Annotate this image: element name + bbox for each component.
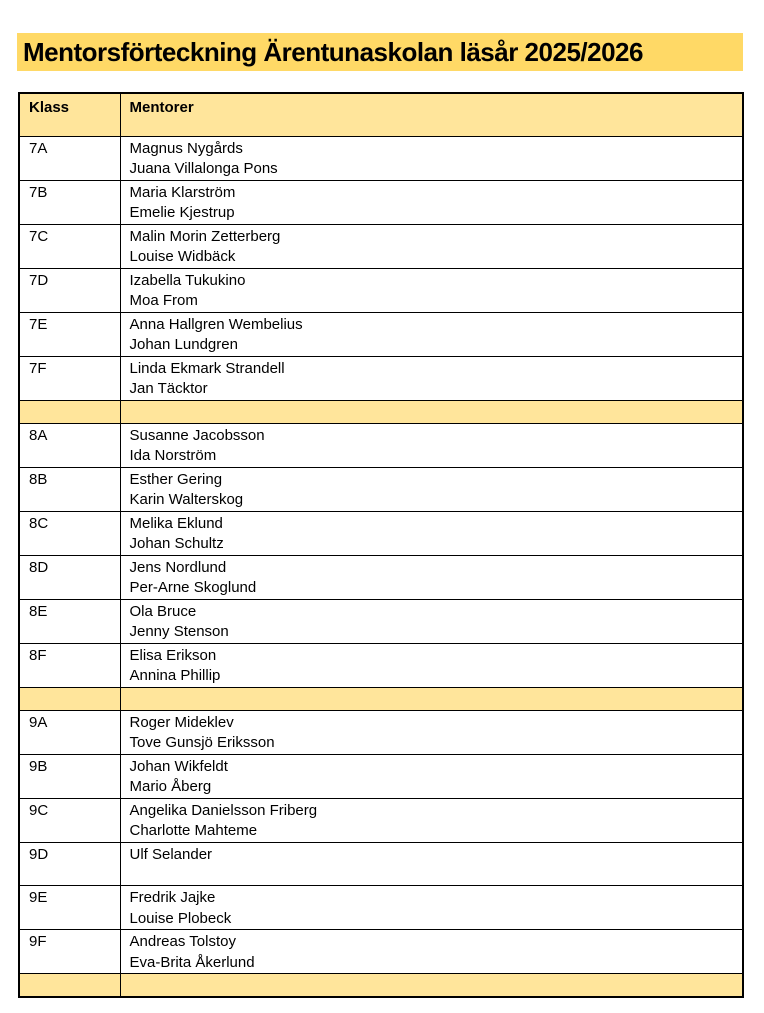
mentor-name: Louise Plobeck <box>129 909 232 927</box>
mentor-table-body <box>19 136 743 997</box>
mentor-name: Esther Gering <box>129 470 223 488</box>
mentor-cell <box>120 643 743 687</box>
table-row <box>19 599 743 643</box>
klass-cell: 9F <box>19 930 120 974</box>
klass-cell: 9D <box>19 842 120 886</box>
table-row <box>19 180 743 224</box>
mentor-cell <box>120 555 743 599</box>
klass-cell: 7C <box>19 224 120 268</box>
mentor-name: Juana Villalonga Pons <box>129 160 278 177</box>
table-row <box>19 886 743 930</box>
mentor-name: Malin Morin Zetterberg <box>129 227 281 245</box>
mentor-name: Ola Bruce <box>129 602 197 620</box>
separator-cell <box>120 400 743 423</box>
mentor-cell <box>120 136 743 180</box>
mentor-cell <box>120 886 743 930</box>
column-header-klass: Klass <box>19 93 120 136</box>
mentor-name: Charlotte Mahteme <box>129 822 258 839</box>
separator-cell <box>19 974 120 997</box>
mentor-name: Melika Eklund <box>129 514 223 532</box>
table-header-row <box>19 93 743 136</box>
table-row <box>19 643 743 687</box>
mentor-cell <box>120 180 743 224</box>
mentor-cell <box>120 423 743 467</box>
mentor-name: Per-Arne Skoglund <box>129 579 257 596</box>
klass-cell: 9E <box>19 886 120 930</box>
column-header-mentorer: Mentorer <box>120 93 743 136</box>
klass-cell: 8A <box>19 423 120 467</box>
klass-cell: 9A <box>19 710 120 754</box>
klass-cell: 7D <box>19 268 120 312</box>
mentor-name: Andreas Tolstoy <box>129 933 236 950</box>
klass-cell: 7F <box>19 356 120 400</box>
table-row <box>19 312 743 356</box>
mentor-name: Fredrik Jajke <box>129 889 216 906</box>
mentor-name: Tove Gunsjö Eriksson <box>129 734 275 751</box>
table-row <box>19 555 743 599</box>
mentor-name: Moa From <box>129 292 198 309</box>
table-row <box>19 710 743 754</box>
mentor-cell <box>120 930 743 974</box>
klass-cell: 8C <box>19 511 120 555</box>
klass-cell: 7A <box>19 136 120 180</box>
mentor-name: Roger Mideklev <box>129 713 234 731</box>
mentor-name: Emelie Kjestrup <box>129 204 235 221</box>
mentor-cell <box>120 356 743 400</box>
table-row <box>19 798 743 842</box>
mentor-name: Karin Walterskog <box>129 491 244 508</box>
mentor-cell <box>120 511 743 555</box>
mentor-name: Angelika Danielsson Friberg <box>129 801 318 819</box>
mentor-name: Johan Wikfeldt <box>129 757 228 775</box>
table-row <box>19 467 743 511</box>
mentor-name: Johan Lundgren <box>129 336 238 353</box>
mentor-cell <box>120 710 743 754</box>
klass-cell: 7B <box>19 180 120 224</box>
separator-row <box>19 400 743 423</box>
mentor-table <box>18 92 744 998</box>
klass-cell: 8F <box>19 643 120 687</box>
klass-cell: 9C <box>19 798 120 842</box>
table-row <box>19 423 743 467</box>
mentor-name: Linda Ekmark Strandell <box>129 359 285 377</box>
mentor-cell <box>120 312 743 356</box>
mentor-name: Louise Widbäck <box>129 248 236 265</box>
mentor-cell <box>120 599 743 643</box>
table-row <box>19 224 743 268</box>
separator-cell <box>120 687 743 710</box>
mentor-name: Elisa Erikson <box>129 646 217 664</box>
mentor-name: Susanne Jacobsson <box>129 426 265 444</box>
table-row <box>19 268 743 312</box>
mentor-name: Izabella Tukukino <box>129 271 246 289</box>
mentor-cell <box>120 268 743 312</box>
table-row <box>19 842 743 886</box>
klass-cell: 8E <box>19 599 120 643</box>
separator-cell <box>19 687 120 710</box>
mentor-name: Johan Schultz <box>129 535 224 552</box>
document-title-highlight <box>17 33 743 71</box>
klass-cell: 9B <box>19 754 120 798</box>
separator-cell <box>19 400 120 423</box>
mentor-name: Jan Täcktor <box>129 380 208 397</box>
klass-cell: 8B <box>19 467 120 511</box>
separator-row <box>19 974 743 997</box>
table-row <box>19 754 743 798</box>
mentor-name: Eva-Brita Åkerlund <box>129 953 255 971</box>
mentor-name: Magnus Nygårds <box>129 139 243 157</box>
mentor-name: Annina Phillip <box>129 667 221 684</box>
mentor-cell <box>120 798 743 842</box>
mentor-name: Mario Åberg <box>129 778 212 795</box>
klass-cell: 8D <box>19 555 120 599</box>
table-row <box>19 356 743 400</box>
mentor-name: Anna Hallgren Wembelius <box>129 315 303 333</box>
page-title: Mentorsförteckning Ärentunaskolan läsår 2025/2026 <box>23 36 643 67</box>
mentor-cell <box>120 842 743 886</box>
mentor-name: Maria Klarström <box>129 183 236 201</box>
mentor-name: Ulf Selander <box>129 845 213 863</box>
klass-cell: 7E <box>19 312 120 356</box>
table-row <box>19 136 743 180</box>
table-row <box>19 511 743 555</box>
mentor-name: Jens Nordlund <box>129 558 227 576</box>
table-row <box>19 930 743 974</box>
mentor-cell <box>120 467 743 511</box>
mentor-cell <box>120 754 743 798</box>
mentor-cell <box>120 224 743 268</box>
separator-row <box>19 687 743 710</box>
mentor-name: Ida Norström <box>129 447 217 464</box>
separator-cell <box>120 974 743 997</box>
mentor-name: Jenny Stenson <box>129 623 229 640</box>
